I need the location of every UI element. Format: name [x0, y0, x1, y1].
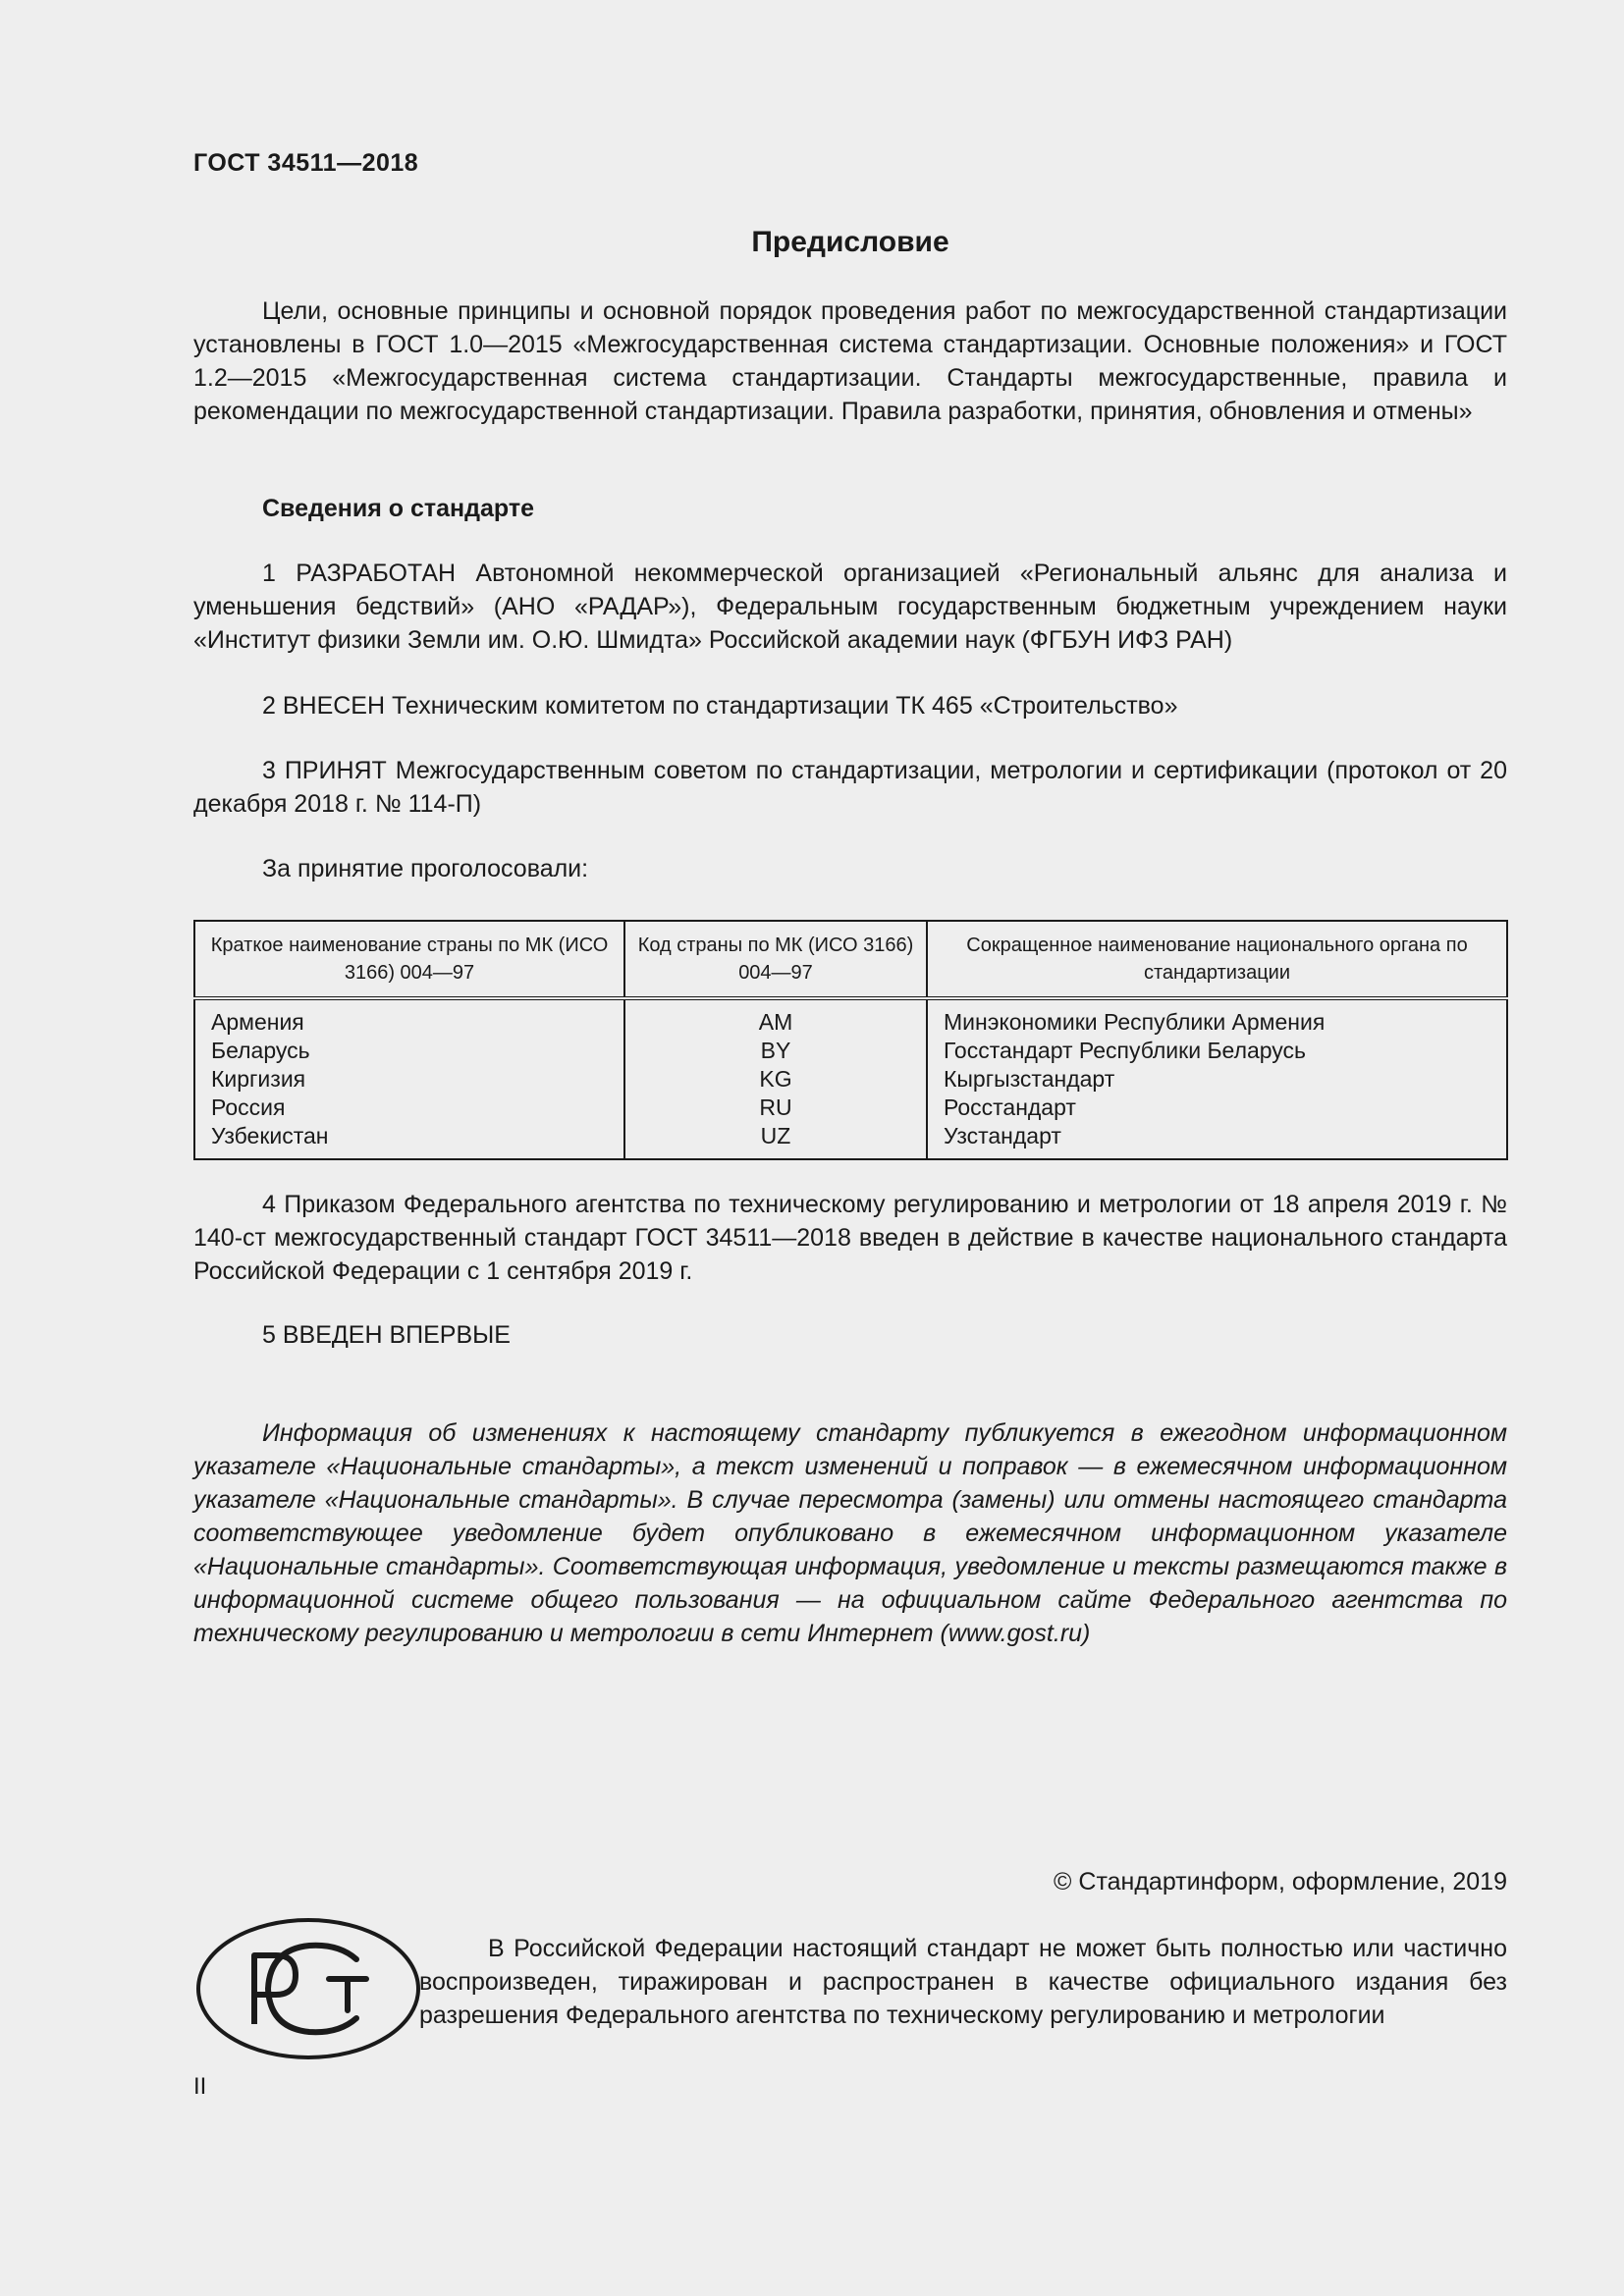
country-name: Узбекистан [211, 1123, 329, 1148]
standards-body: Кыргызстандарт [944, 1066, 1115, 1092]
table-header-country: Краткое наименование страны по МК (ИСО 3166) 004—97 [194, 921, 624, 998]
table-header-code: Код страны по МК (ИСО 3166) 004—97 [624, 921, 927, 998]
table-cell-bodies [927, 998, 1507, 1159]
voting-countries-table [193, 920, 1508, 1160]
gost-r-certification-mark-icon [193, 1914, 424, 2063]
item-order: 4 Приказом Федерального агентства по техническому регулированию и метрологии от 18 апреля 2019 г. № 140-ст межгосударственный стандарт ГОСТ 34511—2018 введен в действие в качестве национального стандарта Российской Федерации с 1 сентября 2019 г. [193, 1191, 1507, 1285]
country-code: KG [759, 1066, 792, 1092]
country-code: UZ [760, 1123, 791, 1148]
table-header-row [194, 921, 1507, 998]
intro-paragraph: Цели, основные принципы и основной порядок проведения работ по межгосударственной стандартизации установлены в ГОСТ 1.0—2015 «Межгосударственная система стандартизации. Основные положения» и ГОСТ 1.2—2015 «Межгосударственная система стандартизации. Стандарты межгосударственные, правила и рекомендации по межгосударственной стандартизации. Правила разработки, принятия, обновления и отмены» [193, 297, 1507, 425]
section-heading: Сведения о стандарте [262, 495, 535, 522]
document-code: ГОСТ 34511—2018 [193, 149, 419, 177]
reproduction-notice: В Российской Федерации настоящий стандарт не может быть полностью или частично воспроизведен, тиражирован и распространен в качестве официального издания без разрешения Федерального агентства по техническому регулированию и метрологии [419, 1935, 1507, 2029]
standards-body: Узстандарт [944, 1123, 1061, 1148]
item-developed: 1 РАЗРАБОТАН Автономной некоммерческой организацией «Региональный альянс для анализа и уменьшения бедствий» (АНО «РАДАР»), Федеральным государственным бюджетным учреждением науки «Институт физики Земли им. О.Ю. Шмидта» Российской академии наук (ФГБУН ИФЗ РАН) [193, 560, 1507, 654]
standards-body: Росстандарт [944, 1095, 1076, 1120]
info-note: Информация об изменениях к настоящему стандарту публикуется в ежегодном информационном указателе «Национальные стандарты», а текст изменений и поправок — в ежемесячном информационном указателе «Национальные стандарты». В случае пересмотра (замены) или отмены настоящего стандарта соответствующее уведомление будет опубликовано в ежемесячном информационном указателе «Национальные стандарты». Соответствующая информация, уведомление и тексты размещаются также в информационной системе общего пользования — на официальном сайте Федерального агентства по техническому регулированию и метрологии в сети Интернет (www.gost.ru) [193, 1419, 1507, 1647]
country-code: RU [759, 1095, 792, 1120]
voted-label: За принятие проголосовали: [262, 855, 589, 882]
country-code: AM [758, 1009, 793, 1035]
country-name: Армения [211, 1009, 304, 1035]
country-name: Киргизия [211, 1066, 306, 1092]
item-introduced: 2 ВНЕСЕН Техническим комитетом по стандартизации ТК 465 «Строительство» [262, 692, 1178, 720]
country-name: Россия [211, 1095, 286, 1120]
table-cell-countries [194, 998, 624, 1159]
standards-body: Госстандарт Республики Беларусь [944, 1038, 1307, 1063]
document-page [193, 0, 1507, 2296]
country-code: BY [760, 1038, 791, 1063]
table-cell-codes [624, 998, 927, 1159]
item-adopted: 3 ПРИНЯТ Межгосударственным советом по стандартизации, метрологии и сертификации (протокол от 20 декабря 2018 г. № 114-П) [193, 757, 1507, 818]
table-body [194, 998, 1507, 1159]
table-row [194, 998, 1507, 1159]
item-first-time: 5 ВВЕДЕН ВПЕРВЫЕ [262, 1321, 511, 1349]
page-number: II [193, 2073, 207, 2100]
standards-body: Минэкономики Республики Армения [944, 1009, 1326, 1035]
page-title: Предисловие [751, 226, 949, 258]
table-header-body: Сокращенное наименование национального органа по стандартизации [927, 921, 1507, 998]
country-name: Беларусь [211, 1038, 310, 1063]
copyright-line: © Стандартинформ, оформление, 2019 [1054, 1868, 1507, 1896]
